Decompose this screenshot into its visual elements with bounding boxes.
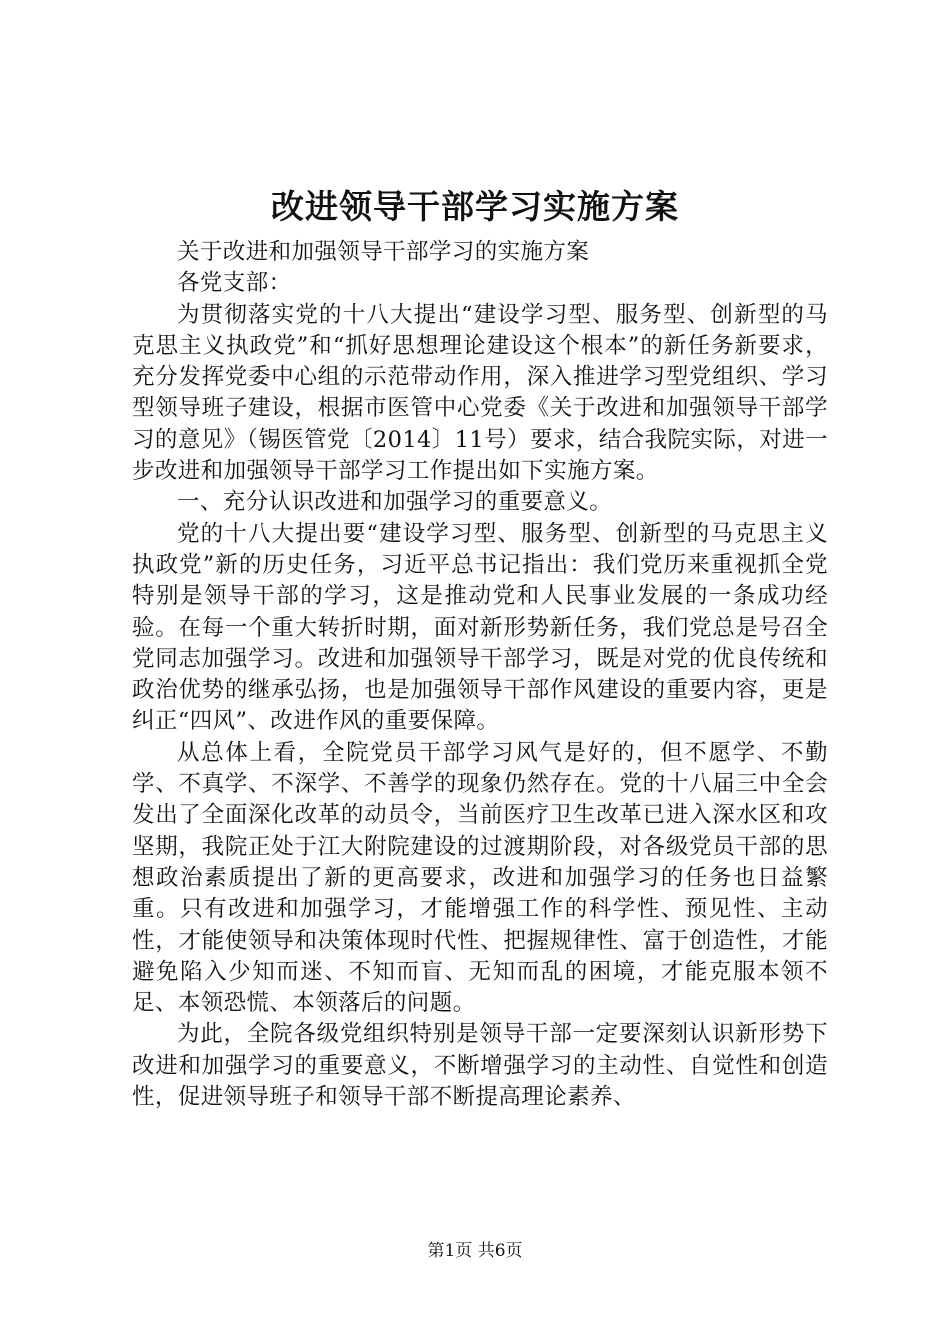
document-title: 改进领导干部学习实施方案 bbox=[271, 187, 679, 226]
subtitle-paragraph: 关于改进和加强领导干部学习的实施方案 bbox=[177, 239, 590, 265]
salutation-paragraph: 各党支部： bbox=[177, 270, 292, 297]
body-paragraph: 党的十八大提出要“建设学习型、服务型、创新型的马克思主义执政党”新的历史任务，习近平总书记指出：我们党历来重视抓全党特别是领导干部的学习，这是推动党和人民事业发展的一条成功经验。在每一个重大转折时期，面对新形势新任务，我们党总是号召全党同志加强学习。改进和加强领导干部学习，既是对党的优良传统和政治优势的继承弘扬，也是加强领导干部作风建设的重要内容，更是纠正“四风”、改进作风的重要保障。 bbox=[132, 520, 828, 735]
page-number-footer: 第1页 共6页 bbox=[427, 1241, 523, 1261]
document-body bbox=[132, 237, 828, 1113]
body-paragraph: 为贯彻落实党的十八大提出“建设学习型、服务型、创新型的马克思主义执政党”和“抓好思想理论建设这个根本”的新任务新要求，充分发挥党委中心组的示范带动作用，深入推进学习型党组织、学习型领导班子建设，根据市医管中心党委《关于改进和加强领导干部学习的意见》（锡医管党〔2014〕11号）要求，结合我院实际，对进一步改进和加强领导干部学习工作提出如下实施方案。 bbox=[132, 301, 828, 485]
section-heading: 一、充分认识改进和加强学习的重要意义。 bbox=[177, 489, 613, 516]
body-paragraph: 为此，全院各级党组织特别是领导干部一定要深刻认识新形势下改进和加强学习的重要意义，不断增强学习的主动性、自觉性和创造性，促进领导班子和领导干部不断提高理论素养、 bbox=[132, 1021, 828, 1111]
body-paragraph: 从总体上看，全院党员干部学习风气是好的，但不愿学、不勤学、不真学、不深学、不善学的现象仍然存在。党的十八届三中全会发出了全面深化改革的动员令，当前医疗卫生改革已进入深水区和攻坚期，我院正处于江大附院建设的过渡期阶段，对各级党员干部的思想政治素质提出了新的更高要求，改进和加强学习的任务也日益繁重。只有改进和加强学习，才能增强工作的科学性、预见性、主动性，才能使领导和决策体现时代性、把握规律性、富于创造性，才能避免陷入少知而迷、不知而盲、无知而乱的困境，才能克服本领不足、本领恐慌、本领落后的问题。 bbox=[132, 739, 828, 1017]
